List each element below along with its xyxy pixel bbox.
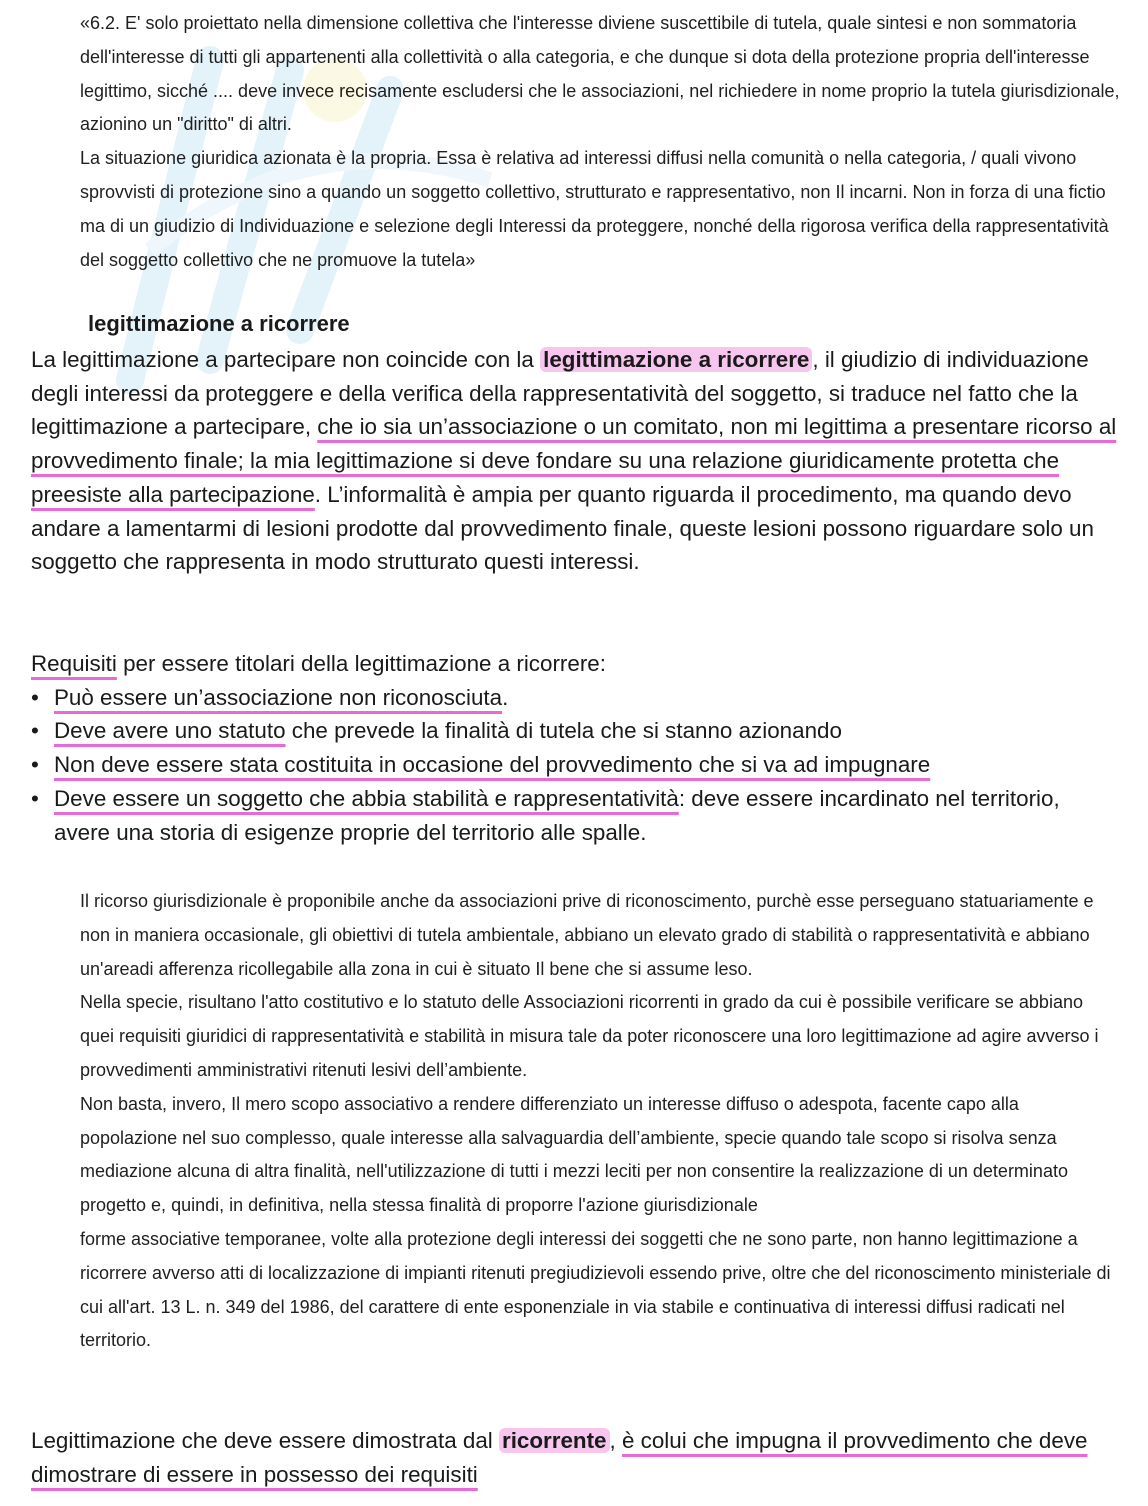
text-segment: : deve essere incardinato nel territorio, avere una storia di esigenze proprie del territorio alle spalle.	[54, 785, 1060, 845]
quote-jurisprudence	[80, 885, 1120, 1358]
requisiti-list	[31, 681, 1121, 850]
section-heading: legittimazione a ricorrere	[88, 311, 350, 336]
quote-mid-paragraph-1: Il ricorso giurisdizionale è proponibile anche da associazioni prive di riconoscimento, purchè esse perseguano statuariamente e non in maniera occasionale, gli obiettivi di tutela ambientale, abbiano un elevato grado di stabilità o rappresentatività e abbiano un'areadi afferenza ricollegabile alla zona in cui è situato Il bene che si assume leso.	[80, 891, 1094, 979]
underlined-text: Può essere un’associazione non riconosciuta	[54, 684, 503, 710]
list-item	[31, 748, 1121, 782]
bullet-icon: •	[31, 684, 39, 710]
highlight-ricorrente: ricorrente	[499, 1428, 610, 1453]
text-segment: .	[502, 684, 509, 710]
text-segment: che prevede la finalità di tutela che si stanno azionando	[285, 718, 842, 744]
requisiti-label: Requisiti	[31, 651, 117, 676]
underlined-text: Non deve essere stata costituita in occasione del provvedimento che si va ad impugnare	[54, 752, 931, 778]
list-item	[31, 714, 1121, 748]
text-segment: . L’informalità è ampia per quanto riguarda il procedimento, ma quando devo andare a lamentarmi di lesioni prodotte dal provvedimento finale, queste lesioni possono riguardare solo un soggetto che rappresenta in modo strutturato questi interessi.	[31, 481, 1094, 575]
text-segment: Legittimazione che deve essere dimostrata dal	[31, 1428, 499, 1453]
list-item	[31, 782, 1121, 849]
text-segment: ,	[609, 1428, 622, 1453]
quote-top	[80, 7, 1120, 277]
bullet-icon: •	[31, 718, 39, 744]
quote-mid-paragraph-4: forme associative temporanee, volte alla protezione degli interessi dei soggetti che ne sono parte, non hanno legittimazione a ricorrere avverso atti di localizzazione di impianti ritenuti pregiudizievoli essendo prive, oltre che del riconoscimento ministeriale di cui all'art. 13 L. n. 349 del 1986, del carattere di ente esponenziale in via stabile e continuativa di interessi diffusi radicati nel territorio.	[80, 1228, 1111, 1351]
paragraph-legittimazione	[31, 343, 1121, 579]
quote-top-paragraph-1: «6.2. E' solo proiettato nella dimensione collettiva che l'interesse diviene suscettibile di tutela, quale sintesi e non sommatoria dell'interesse di tutti gli appartenenti alla collettività o alla categoria, e che dunque si dota della protezione propria dell'interesse legittimo, sicché .... deve invece recisamente escludersi che le associazioni, nel richiedere in nome proprio la tutela giurisdizionale, azionino un "diritto" di altri.	[80, 13, 1120, 135]
bullet-icon: •	[31, 752, 39, 778]
requisiti-section	[31, 647, 1121, 849]
quote-top-paragraph-2: La situazione giuridica azionata è la propria. Essa è relativa ad interessi diffusi nella comunità o nella categoria, / quali vivono sprovvisti di protezione sino a quando un soggetto collettivo, strutturato e rappresentativo, non Il incarni. Non in forza di una fictio ma di un giudizio di Individuazione e selezione degli Interessi da proteggere, nonché della rigorosa verifica della rappresentatività del soggetto collettivo che ne promuove la tutela»	[80, 148, 1109, 270]
underlined-text: che io sia un’associazione o un comitato, non mi legittima a presentare ricorso al provvedimento finale; la mia legittimazione si deve fondare su una relazione giuridicamente protetta che preesiste alla partecipazione	[31, 414, 1117, 507]
highlight-legittimazione-a-ricorrere: legittimazione a ricorrere	[540, 347, 812, 372]
text-segment: , il giudizio di individuazione degli interessi da proteggere e della verifica della rappresentatività del soggetto, si traduce nel fatto che la legittimazione a partecipare,	[31, 347, 1089, 440]
bullet-icon: •	[31, 785, 39, 811]
underlined-text: è colui che impugna il provvedimento che deve dimostrare di essere in possesso dei requisiti	[31, 1428, 1088, 1487]
requisiti-intro: per essere titolari della legittimazione a ricorrere:	[116, 651, 606, 676]
underlined-text: Deve avere uno statuto	[54, 718, 286, 744]
quote-mid-paragraph-2: Nella specie, risultano l'atto costitutivo e lo statuto delle Associazioni ricorrenti in grado da cui è possibile verificare se abbiano quei requisiti giuridici di rappresentatività e stabilità in misura tale da poter riconoscere una loro legittimazione ad agire avverso i provvedimenti amministrativi ritenuti lesivi dell’ambiente.	[80, 992, 1099, 1080]
underlined-text: Deve essere un soggetto che abbia stabilità e rappresentatività	[54, 785, 679, 811]
quote-mid-paragraph-3: Non basta, invero, Il mero scopo associativo a rendere differenziato un interesse diffuso o adespota, facente capo alla popolazione nel suo complesso, quale interesse alla salvaguardia dell’ambiente, specie quando tale scopo si risolva senza mediazione alcuna di altra finalità, nell'utilizzazione di tutti i mezzi leciti per non consentire la realizzazione di un determinato progetto e, quindi, in definitiva, nella stessa finalità di proporre l'azione giurisdizionale	[80, 1093, 1068, 1216]
list-item	[31, 681, 1121, 715]
text-segment: La legittimazione a partecipare non coincide con la	[31, 347, 541, 372]
paragraph-ricorrente	[31, 1424, 1121, 1491]
